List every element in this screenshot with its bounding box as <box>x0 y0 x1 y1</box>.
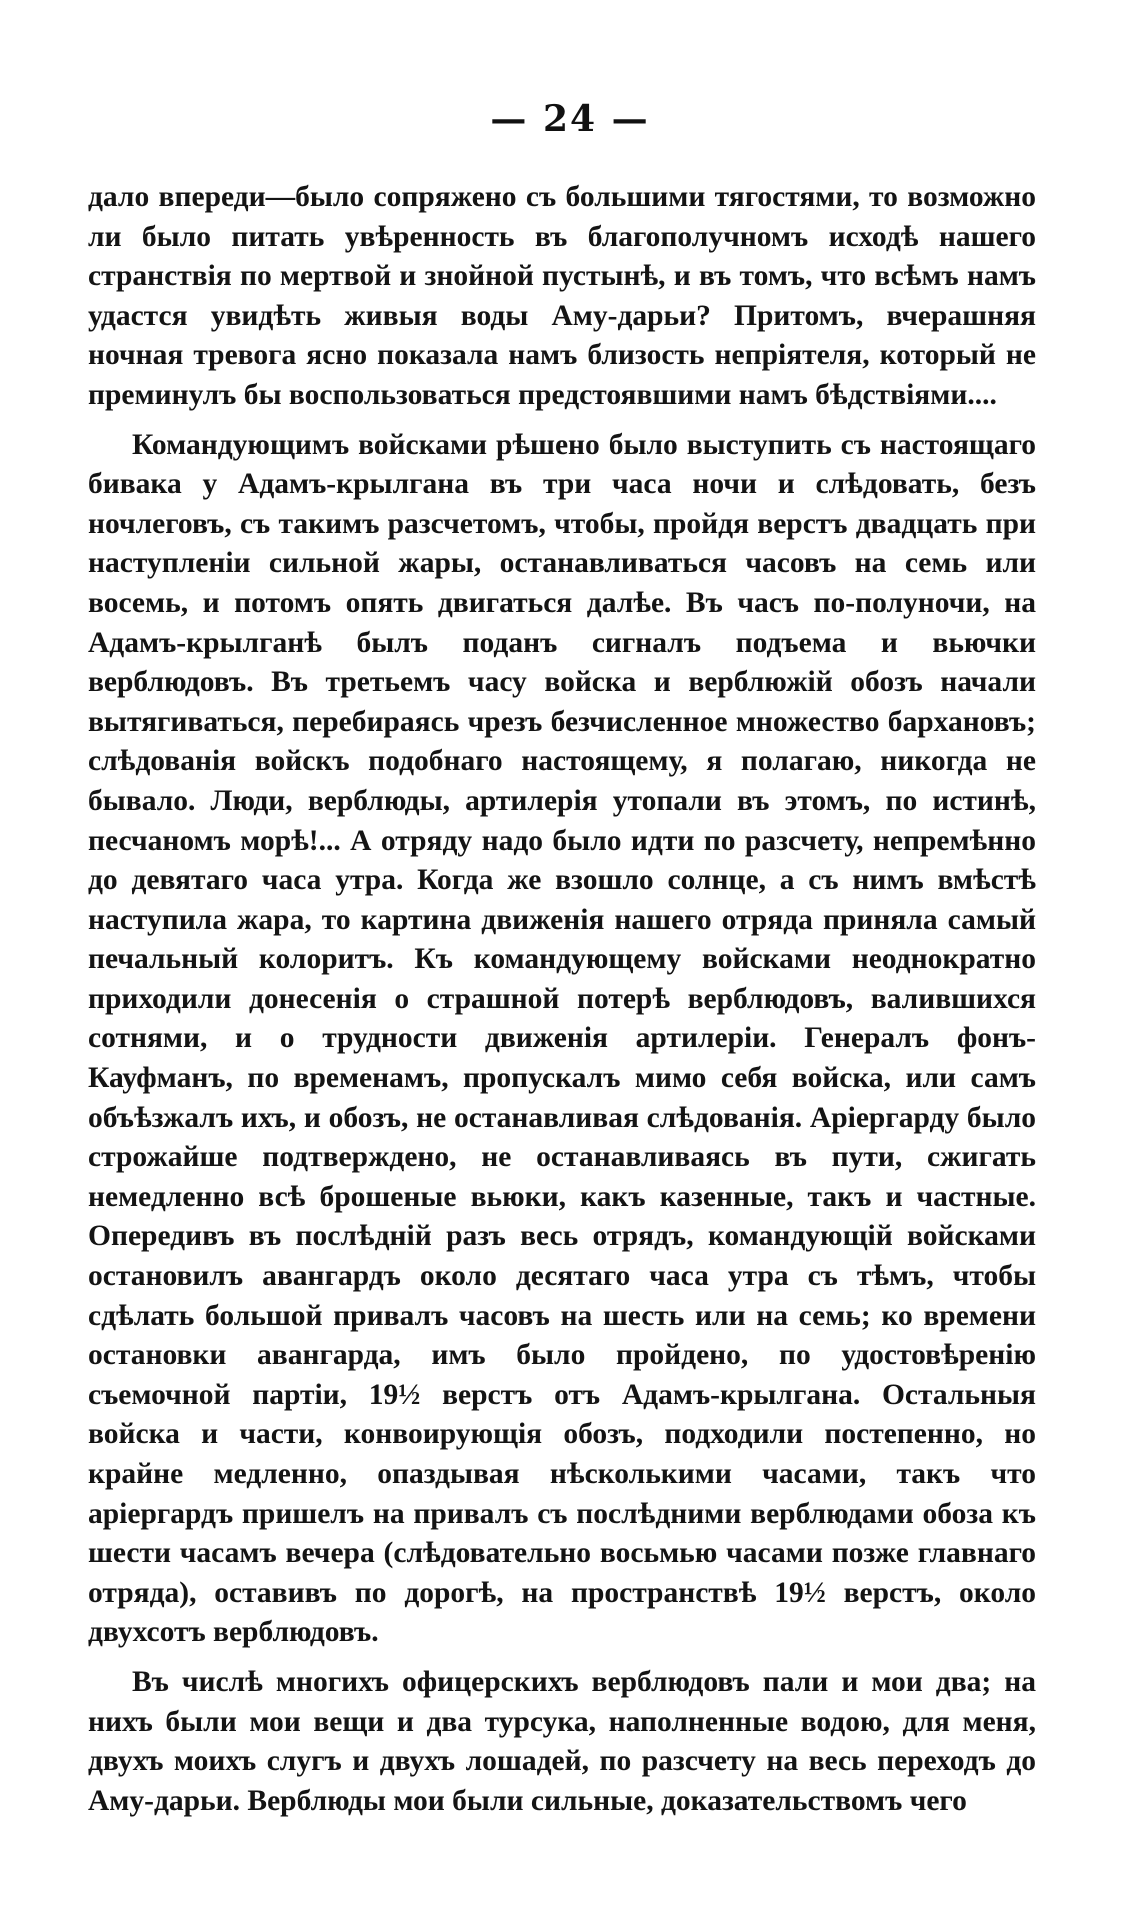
paragraph-camels-lost: Въ числѣ многихъ офицерскихъ верблюдовъ пали и мои два; на нихъ были мои вещи и два турсука, наполненные водою, для меня, двухъ моихъ слугъ и двухъ лошадей, по разсчету на весь переходъ до Аму-дарьи. Верблюды мои были сильные, доказательствомъ чего <box>88 1665 1036 1817</box>
page-text <box>88 178 1036 1821</box>
page-number: — 24 — <box>490 98 650 140</box>
paragraph-continuation: дало впереди—было сопряжено съ большими тягостями, то возможно ли было питать увѣренность въ благополучномъ исходѣ нашего странствія по мертвой и знойной пустынѣ, и въ томъ, что всѣмъ намъ удастся увидѣть живыя воды Аму-дарьи? Притомъ, вчерашняя ночная тревога ясно показала намъ близость непріятеля, который не преминулъ бы воспользоваться предстоявшими намъ бѣдствіями.... <box>88 181 1036 411</box>
paragraph-march-account: Командующимъ войсками рѣшено было выступить съ настоящаго бивака у Адамъ-крылгана въ три часа ночи и слѣдовать, безъ ночлеговъ, съ такимъ разсчетомъ, чтобы, пройдя верстъ двадцать при наступленіи сильной жары, останавливаться часовъ на семь или восемь, и потомъ опять двигаться далѣе. Въ часъ по-полуночи, на Адамъ-крылганѣ былъ поданъ сигналъ подъема и вьючки верблюдовъ. Въ третьемъ часу войска и верблюжій обозъ начали вытягиваться, перебираясь чрезъ безчисленное множество бархановъ; слѣдованія войскъ подобнаго настоящему, я полагаю, никогда не бывало. Люди, верблюды, артилерія утопали въ этомъ, по истинѣ, песчаномъ морѣ!... А отряду надо было идти по разсчету, непремѣнно до девятаго часа утра. Когда же взошло солнце, а съ нимъ вмѣстѣ наступила жара, то картина движенія нашего отряда приняла самый печальный колоритъ. Къ командующему войсками неоднократно приходили донесенія о страшной потерѣ верблюдовъ, валившихся сотнями, и о трудности движенія артилеріи. Генералъ фонъ-Кауфманъ, по временамъ, пропускалъ мимо себя войска, или самъ объѣзжалъ ихъ, и обозъ, не останавливая слѣдованія. Аріергарду было строжайше подтверждено, не останавливаясь въ пути, сжигать немедленно всѣ брошеные вьюки, какъ казенные, такъ и частные. Опередивъ въ послѣдній разъ весь отрядъ, командующій войсками остановилъ авангардъ около десятаго часа утра съ тѣмъ, чтобы сдѣлать большой привалъ часовъ на шесть или на семь; ко времени остановки авангарда, имъ было пройдено, по удостовѣренію съемочной партіи, 19½ верстъ отъ Адамъ-крылгана. Остальныя войска и части, конвоирующія обозъ, подходили постепенно, но крайне медленно, опаздывая нѣсколькими часами, такъ что аріергардъ пришелъ на привалъ съ послѣдними верблюдами обоза къ шести часамъ вечера (слѣдовательно восьмью часами позже главнаго отряда), оставивъ по дорогѣ, на пространствѣ 19½ верстъ, около двухсотъ верблюдовъ. <box>88 428 1036 1649</box>
